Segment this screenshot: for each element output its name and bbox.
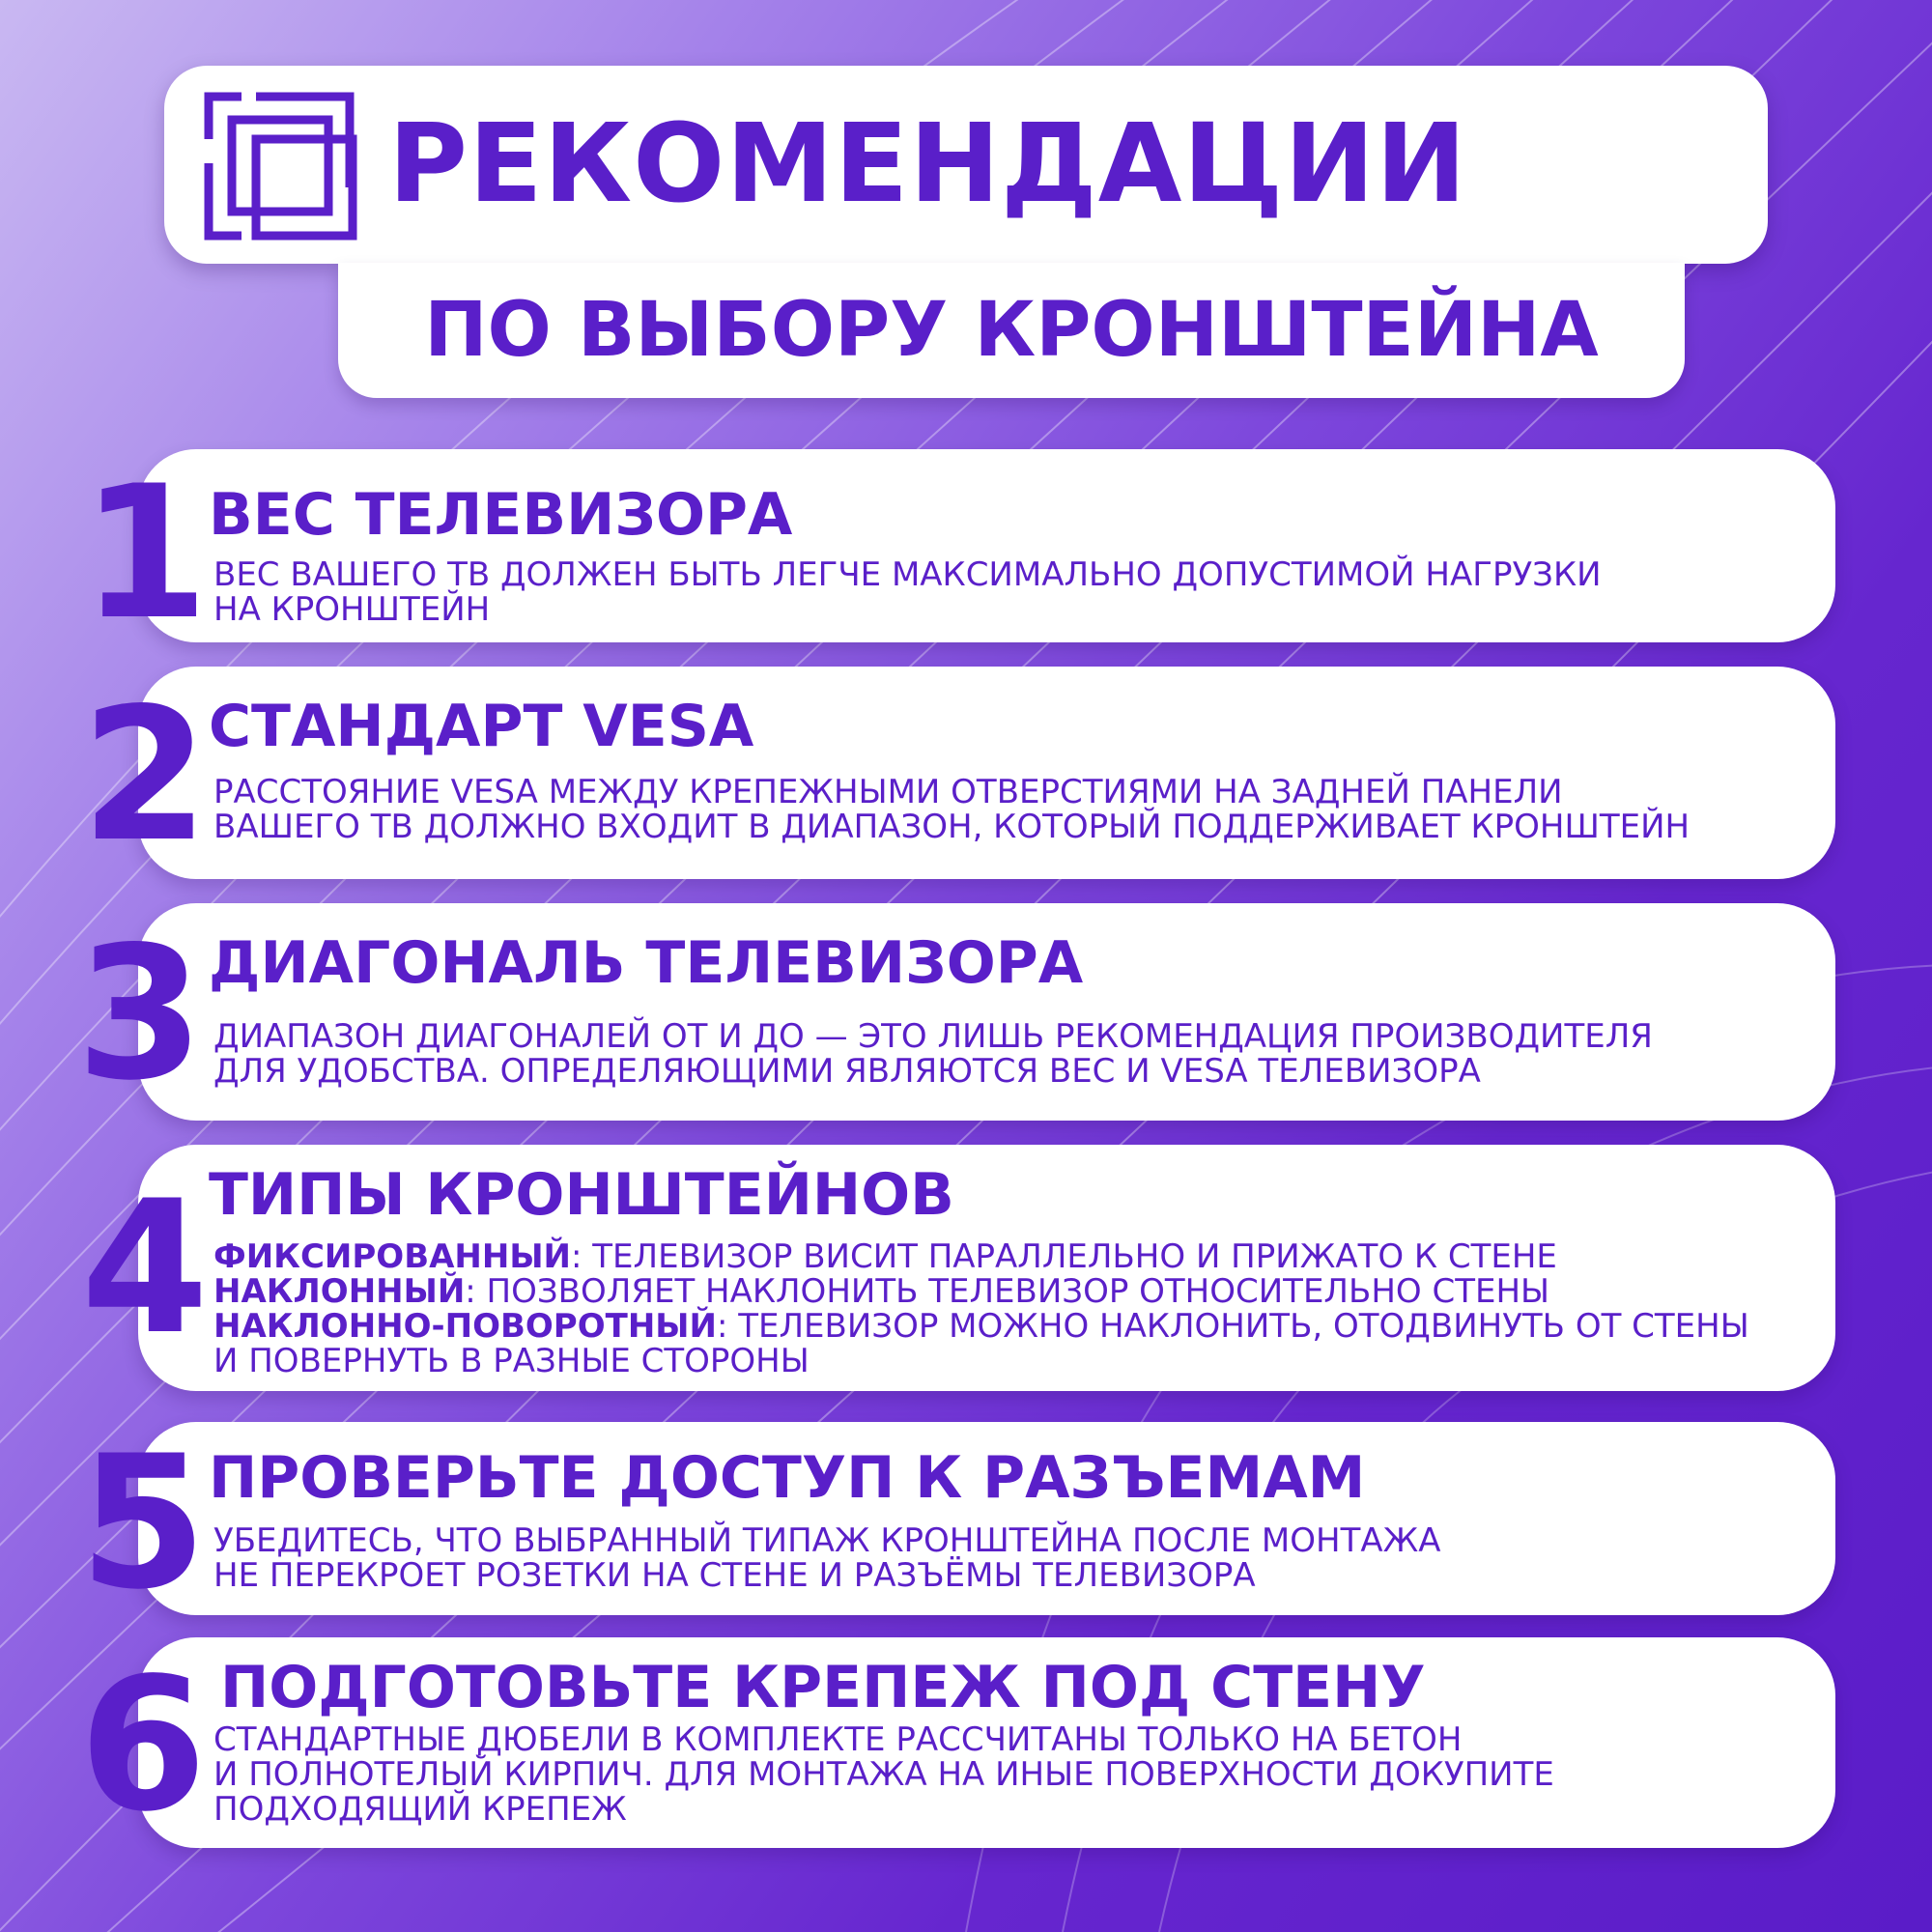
overlapping-squares-icon bbox=[203, 91, 357, 241]
page-subtitle: ПО ВЫБОРУ КРОНШТЕЙНА bbox=[424, 287, 1599, 374]
page-title: РЕКОМЕНДАЦИИ bbox=[388, 101, 1467, 227]
recommendation-card-3 bbox=[138, 903, 1835, 1121]
card-text: ФИКСИРОВАННЫЙ: ТЕЛЕВИЗОР ВИСИТ ПАРАЛЛЕЛЬНО И ПРИЖАТО К СТЕНЕ НАКЛОННЫЙ: ПОЗВОЛЯЕТ НАКЛОНИТЬ ТЕЛЕВИЗОР ОТНОСИТЕЛЬНО СТЕНЫ НАКЛОННО-ПОВОРОТНЫЙ: ТЕЛЕВИЗОР МОЖНО НАКЛОНИТЬ, ОТОДВИНУТЬ ОТ СТЕНЫ И ПОВЕРНУТЬ В РАЗНЫЕ СТОРОНЫ bbox=[213, 1237, 1749, 1380]
card-title: ТИПЫ КРОНШТЕЙНОВ bbox=[209, 1161, 954, 1229]
recommendation-card-6 bbox=[138, 1637, 1835, 1848]
card-title: ДИАГОНАЛЬ ТЕЛЕВИЗОРА bbox=[209, 929, 1084, 997]
recommendation-card-1 bbox=[138, 449, 1835, 642]
card-title: ПРОВЕРЬТЕ ДОСТУП К РАЗЪЕМАМ bbox=[209, 1444, 1366, 1512]
card-text: ВЕС ВАШЕГО ТВ ДОЛЖЕН БЫТЬ ЛЕГЧЕ МАКСИМАЛЬНО ДОПУСТИМОЙ НАГРУЗКИ НА КРОНШТЕЙН bbox=[213, 555, 1602, 629]
title-banner bbox=[164, 66, 1768, 264]
step-number-4: 4 bbox=[80, 1161, 210, 1375]
bracket-type-name: ФИКСИРОВАННЫЙ bbox=[213, 1237, 572, 1276]
card-title: ПОДГОТОВЬТЕ КРЕПЕЖ ПОД СТЕНУ bbox=[220, 1654, 1426, 1721]
card-text: РАССТОЯНИЕ VESA МЕЖДУ КРЕПЕЖНЫМИ ОТВЕРСТИЯМИ НА ЗАДНЕЙ ПАНЕЛИ ВАШЕГО ТВ ДОЛЖНО ВХОДИТ В ДИАПАЗОН, КОТОРЫЙ ПОДДЕРЖИВАЕТ КРОНШТЕЙН bbox=[213, 773, 1690, 846]
card-text: СТАНДАРТНЫЕ ДЮБЕЛИ В КОМПЛЕКТЕ РАССЧИТАНЫ ТОЛЬКО НА БЕТОН И ПОЛНОТЕЛЫЙ КИРПИЧ. ДЛЯ МОНТАЖА НА ИНЫЕ ПОВЕРХНОСТИ ДОКУПИТЕ ПОДХОДЯЩИЙ КРЕПЕЖ bbox=[213, 1720, 1554, 1829]
step-number-2: 2 bbox=[80, 668, 210, 882]
recommendation-card-5 bbox=[138, 1422, 1835, 1615]
step-number-5: 5 bbox=[78, 1416, 208, 1630]
step-number-1: 1 bbox=[80, 446, 210, 660]
card-title: СТАНДАРТ VESA bbox=[209, 693, 754, 760]
bracket-type-name: НАКЛОННО-ПОВОРОТНЫЙ bbox=[213, 1307, 717, 1346]
recommendation-card-4 bbox=[138, 1145, 1835, 1391]
card-text: УБЕДИТЕСЬ, ЧТО ВЫБРАННЫЙ ТИПАЖ КРОНШТЕЙНА ПОСЛЕ МОНТАЖА НЕ ПЕРЕКРОЕТ РОЗЕТКИ НА СТЕНЕ И РАЗЪЁМЫ ТЕЛЕВИЗОРА bbox=[213, 1521, 1441, 1595]
card-text: ДИАПАЗОН ДИАГОНАЛЕЙ ОТ И ДО — ЭТО ЛИШЬ РЕКОМЕНДАЦИЯ ПРОИЗВОДИТЕЛЯ ДЛЯ УДОБСТВА. ОПРЕДЕЛЯЮЩИМИ ЯВЛЯЮТСЯ ВЕС И VESA ТЕЛЕВИЗОРА bbox=[213, 1017, 1653, 1091]
subtitle-banner bbox=[338, 263, 1685, 398]
recommendation-card-2 bbox=[138, 667, 1835, 879]
step-number-6: 6 bbox=[78, 1638, 208, 1852]
step-number-3: 3 bbox=[75, 907, 205, 1121]
card-title: ВЕС ТЕЛЕВИЗОРА bbox=[209, 481, 793, 549]
bracket-type-name: НАКЛОННЫЙ bbox=[213, 1272, 466, 1311]
